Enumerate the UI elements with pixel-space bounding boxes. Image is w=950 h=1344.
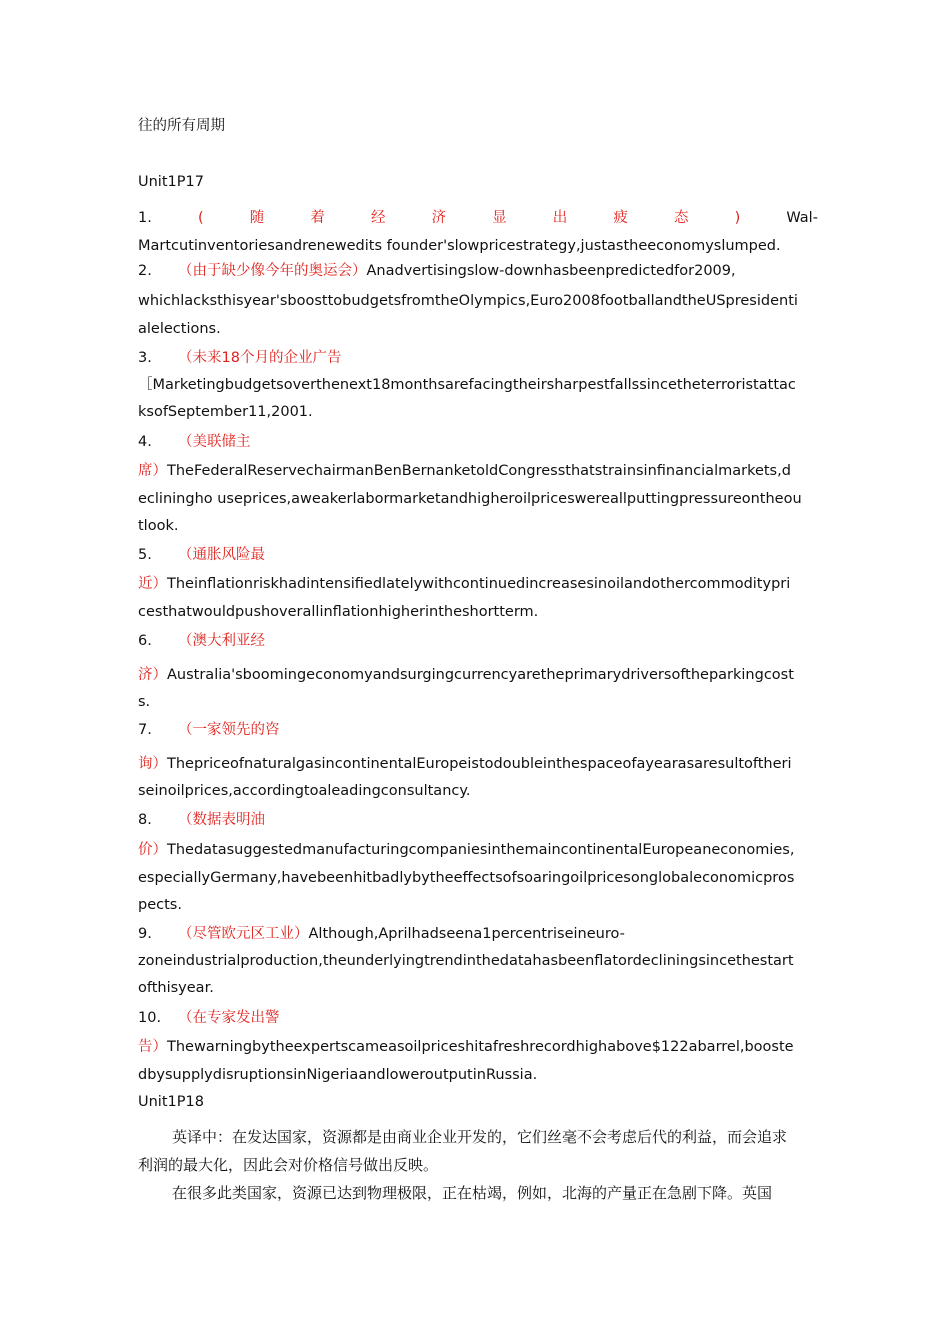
english-text: Although,Aprilhadseena1percentriseineuro- xyxy=(308,926,625,942)
paragraph-line: 利润的最大化，因此会对价格信号做出反映。 xyxy=(138,1156,439,1174)
cn-phrase: 价） xyxy=(138,842,167,858)
item-7-header xyxy=(138,720,818,740)
cn-phrase: 济） xyxy=(138,667,167,683)
item-5-header xyxy=(138,545,818,565)
item-8-line xyxy=(138,840,818,860)
english-text: Anadvertisingslow-downhasbeenpredictedfor2009, xyxy=(366,263,736,279)
cn-phrase: 告） xyxy=(138,1039,167,1055)
cn-char: 态 xyxy=(674,210,689,226)
item-number: 9. xyxy=(138,926,152,942)
english-text: TheFederalReservechairmanBenBernanketoldCongressthatstrainsinfinancialmarkets,d xyxy=(167,463,791,479)
english-text: tlook. xyxy=(138,518,179,534)
item-number: 7. xyxy=(138,722,152,738)
continuation-text: 往的所有周期 xyxy=(138,118,225,134)
english-text: zoneindustrialproduction,theunderlyingtrendinthedatahasbeenflatordecliningsincethestart xyxy=(138,953,794,969)
item-10-line xyxy=(138,1037,818,1057)
cn-phrase: （一家领先的咨 xyxy=(178,722,280,738)
english-text: ksofSeptember11,2001. xyxy=(138,404,313,420)
cn-phrase: 询） xyxy=(138,756,167,772)
item-number: 2. xyxy=(138,263,152,279)
cn-char: 着 xyxy=(310,210,325,226)
cn-phrase: 席） xyxy=(138,463,167,479)
item-7-line xyxy=(138,754,818,774)
english-text: alelections. xyxy=(138,321,221,337)
english-text: cesthatwouldpushoverallinflationhigherintheshortterm. xyxy=(138,604,539,620)
cn-char: 出 xyxy=(552,210,568,226)
item-9-header xyxy=(138,924,818,944)
english-text: ThedatasuggestedmanufacturingcompaniesinthemaincontinentalEuropeaneconomies, xyxy=(167,842,795,858)
cn-char: 济 xyxy=(431,210,447,226)
cn-char: 经 xyxy=(370,210,386,226)
cn-phrase: （尽管欧元区工业） xyxy=(178,926,309,942)
cn-phrase: 近） xyxy=(138,576,167,592)
cn-phrase: （未来18个月的企业广告 xyxy=(178,350,342,366)
item-1-header xyxy=(138,208,818,228)
english-text: Thewarningbytheexpertscameasoilpriceshitafreshrecordhighabove$122abarrel,booste xyxy=(167,1039,794,1055)
paragraph-line: 英译中：在发达国家，资源都是由商业企业开发的，它们丝毫不会考虑后代的利益，而会追求 xyxy=(172,1128,788,1146)
cn-phrase: （在专家发出警 xyxy=(178,1010,280,1026)
cn-char: ) xyxy=(734,210,741,226)
item-5-line xyxy=(138,574,818,594)
english-text: seinoilprices,accordingtoaleadingconsultancy. xyxy=(138,783,471,799)
cn-char: 随 xyxy=(249,210,265,226)
item-10-header xyxy=(138,1008,818,1028)
english-text: ofthisyear. xyxy=(138,980,214,996)
cn-char: 疲 xyxy=(613,210,628,226)
item-number: 1. xyxy=(138,210,152,226)
item-number: 8. xyxy=(138,812,152,828)
item-3-header xyxy=(138,348,818,368)
paragraph-line: 在很多此类国家，资源已达到物理极限，正在枯竭，例如，北海的产量正在急剧下降。英国 xyxy=(172,1184,773,1202)
english-text: Australia'sboomingeconomyandsurgingcurrencyaretheprimarydriversoftheparkingcost xyxy=(167,667,794,683)
english-text: pects. xyxy=(138,897,182,913)
item-2-header xyxy=(138,261,818,281)
item-number: 3. xyxy=(138,350,152,366)
english-text: Martcutinventoriesandrenewedits founder'slowpricestrategy,justastheeconomyslumped. xyxy=(138,238,781,254)
english-text: dbysupplydisruptionsinNigeriaandloweroutputinRussia. xyxy=(138,1067,538,1083)
english-text: Theinflationriskhadintensifiedlatelywithcontinuedincreasesinoilandothercommoditypri xyxy=(167,576,791,592)
section-title-unit1p18: Unit1P18 xyxy=(138,1094,204,1110)
english-text: whichlacksthisyear'sboosttobudgetsfromtheOlympics,Euro2008footballandtheUSpresidenti xyxy=(138,293,798,309)
english-text: ［Marketingbudgetsoverthenext18monthsarefacingtheirsharpestfallssincetheterroristattac xyxy=(138,377,796,393)
cn-phrase: （通胀风险最 xyxy=(178,547,265,563)
item-4-line xyxy=(138,461,818,481)
english-text: ecliningho useprices,aweakerlabormarketandhigheroilpriceswereallputtingpressureontheou xyxy=(138,491,802,507)
english-text: ThepriceofnaturalgasincontinentalEuropeistodoubleinthespaceofayearasaresultoftheri xyxy=(167,756,792,772)
cn-phrase: （由于缺少像今年的奥运会） xyxy=(178,263,367,279)
item-number: 6. xyxy=(138,633,152,649)
cn-phrase: （澳大利亚经 xyxy=(178,633,265,649)
section-title-unit1p17: Unit1P17 xyxy=(138,174,204,190)
item-number: 10. xyxy=(138,1010,162,1026)
cn-char: ( xyxy=(197,210,204,226)
english-text: s. xyxy=(138,694,151,710)
english-text: Wal- xyxy=(786,210,818,226)
item-4-header xyxy=(138,432,818,452)
english-text: especiallyGermany,havebeenhitbadlybytheeffectsofsoaringoilpricesonglobaleconomicpros xyxy=(138,870,795,886)
cn-phrase: （数据表明油 xyxy=(178,812,265,828)
item-8-header xyxy=(138,810,818,830)
cn-char: 显 xyxy=(492,210,507,226)
item-6-header xyxy=(138,631,818,651)
item-6-line xyxy=(138,665,818,685)
cn-phrase: （美联储主 xyxy=(178,434,251,450)
item-number: 5. xyxy=(138,547,152,563)
item-number: 4. xyxy=(138,434,152,450)
